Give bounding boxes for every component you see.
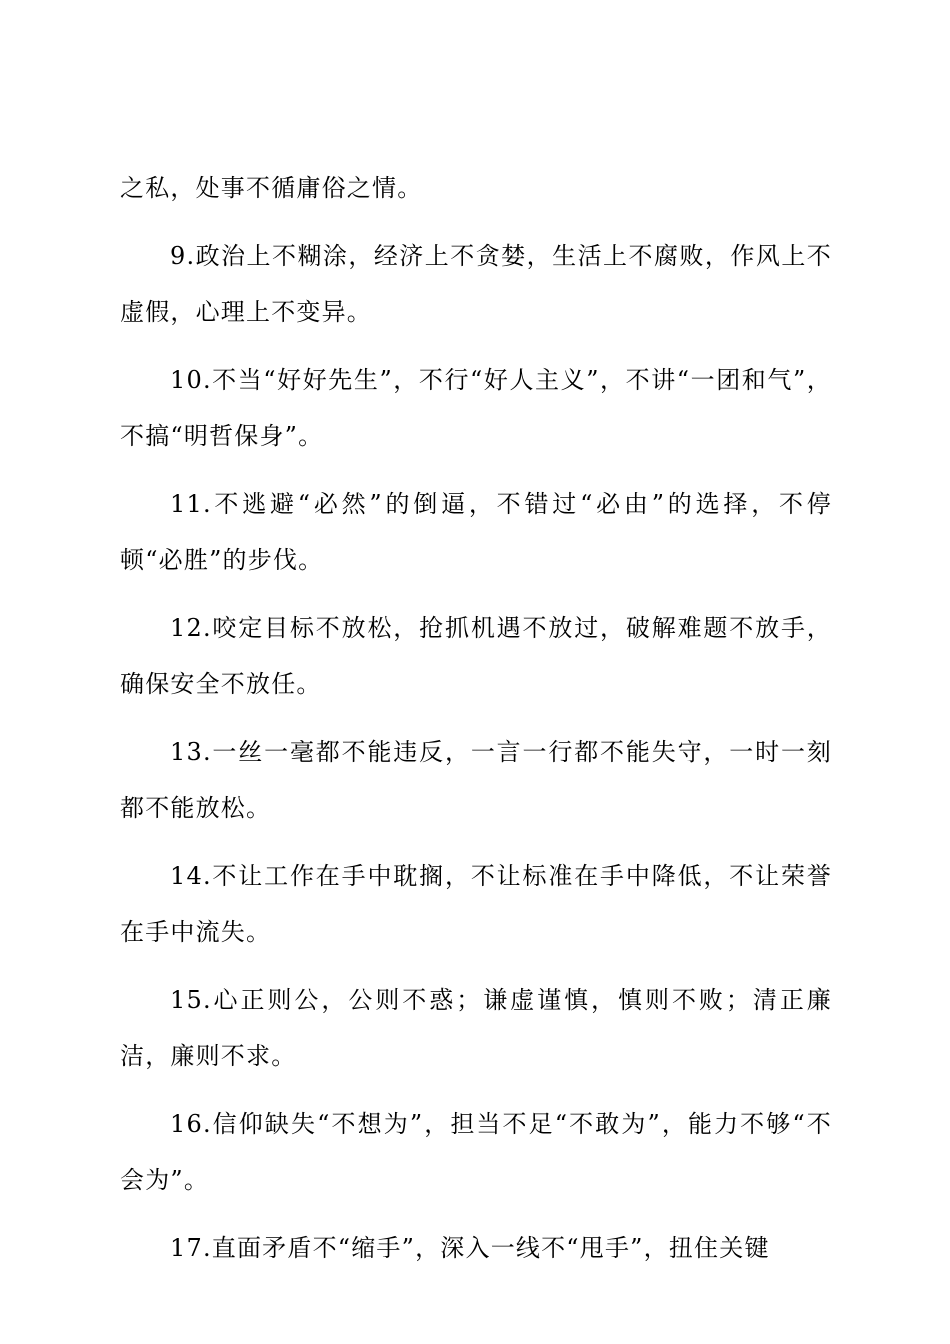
paragraph-item-17: 17.直面矛盾不“缩手”，深入一线不“甩手”，扭住关键 bbox=[170, 1234, 770, 1262]
paragraph-item-13: 13.一丝一毫都不能违反，一言一行都不能失守，一时一刻都不能放松。 bbox=[120, 738, 832, 822]
paragraph-item-15: 15.心正则公，公则不惑；谦虚谨慎，慎则不败；清正廉洁，廉则不求。 bbox=[120, 986, 832, 1070]
paragraph-item-14: 14.不让工作在手中耽搁，不让标准在手中降低，不让荣誉在手中流失。 bbox=[120, 862, 832, 946]
paragraph-item-16: 16.信仰缺失“不想为”，担当不足“不敢为”，能力不够“不会为”。 bbox=[120, 1110, 832, 1194]
paragraph-item-11: 11.不逃避“必然”的倒逼，不错过“必由”的选择，不停顿“必胜”的步伐。 bbox=[120, 490, 832, 574]
paragraph-item-9: 9.政治上不糊涂，经济上不贪婪，生活上不腐败，作风上不虚假，心理上不变异。 bbox=[120, 242, 832, 326]
document-body bbox=[120, 160, 832, 1288]
paragraph-continuation: 之私，处事不循庸俗之情。 bbox=[120, 174, 423, 202]
paragraph-item-10: 10.不当“好好先生”，不行“好人主义”，不讲“一团和气”，不搞“明哲保身”。 bbox=[120, 366, 832, 450]
paragraph-item-12: 12.咬定目标不放松，抢抓机遇不放过，破解难题不放手，确保安全不放任。 bbox=[120, 614, 832, 698]
